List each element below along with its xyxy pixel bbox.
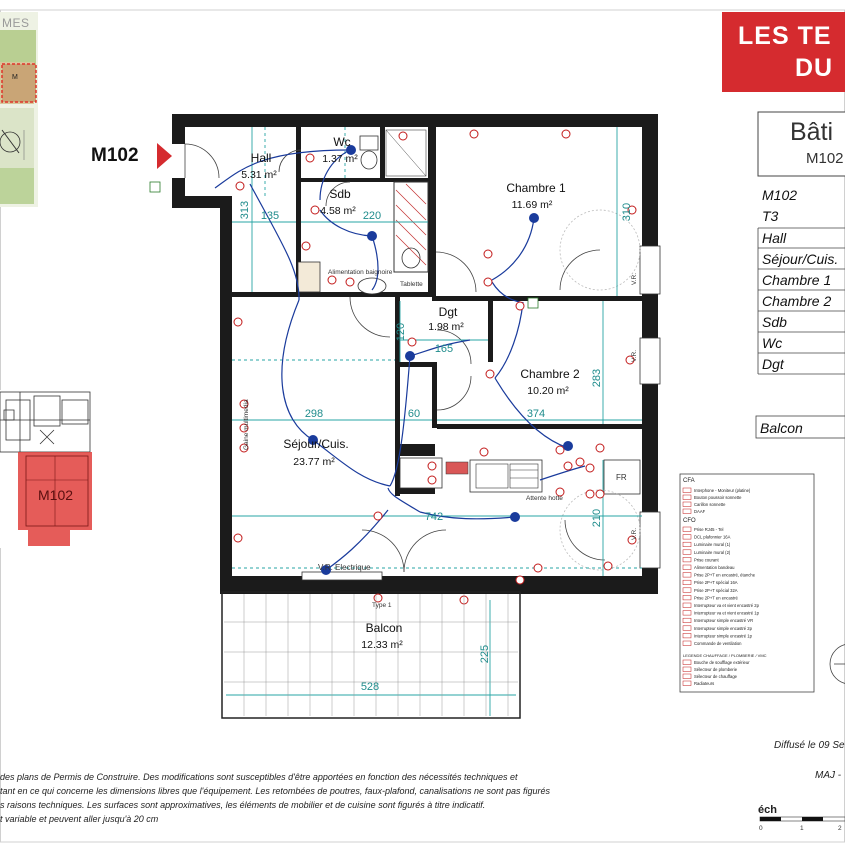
- disclaimer-line-3: s raisons techniques. Les surfaces sont approximatives, les éléments de mobilier et de cuisine sont figurés à titre indicatif.: [0, 800, 486, 810]
- legend-item: Interrupteur va et vient encastré 1p: [694, 610, 759, 616]
- site-plan-thumbnail: [0, 12, 38, 207]
- legend-item: Sélecteur de plomberie: [694, 667, 738, 672]
- mini-plan-marker: M: [12, 74, 18, 81]
- legend-item: Interrupteur simple encastré VR: [694, 618, 754, 624]
- legend-symbol-icon: [683, 681, 691, 686]
- legend-symbol-icon: [683, 495, 691, 500]
- room-area-sejour: 23.77 m²: [293, 456, 335, 468]
- legend-symbol-icon: [683, 565, 691, 570]
- legend-symbol-icon: [683, 502, 691, 507]
- disclaimer-note: [0, 770, 660, 826]
- maj-label: MAJ -: [815, 770, 842, 781]
- legend-item: Prise RJ45 - Tel: [694, 527, 724, 532]
- legend-symbol-icon: [683, 535, 691, 540]
- legend-cfa-title: CFA: [683, 478, 695, 484]
- scale-bar: [759, 817, 845, 832]
- legend-symbol-icon: [683, 527, 691, 532]
- legend-item: Interrupteur va et vient encastré 2p: [694, 603, 759, 608]
- note-vr-1: V.R.: [631, 272, 638, 285]
- building-title: Bâti: [790, 118, 834, 146]
- legend-symbol-icon: [683, 488, 691, 493]
- legend-symbol-icon: [683, 588, 691, 593]
- room-name-dgt: Dgt: [438, 305, 458, 319]
- room-area-wc: 1.37 m²: [322, 153, 358, 165]
- legend-item: Sélecteur de chauffage: [694, 674, 737, 679]
- legend-item: DAAF: [694, 509, 706, 514]
- dim-310: 310: [621, 202, 633, 222]
- table-cell-hall: Hall: [762, 230, 787, 246]
- building-thumbnail: [0, 390, 92, 548]
- table-cell-balcon: Balcon: [760, 420, 803, 436]
- room-area-balcon: 12.33 m²: [361, 639, 403, 651]
- legend-symbol-icon: [683, 542, 691, 547]
- programme-banner: [722, 12, 845, 92]
- note-alimentation: Alimentation baignoire: [328, 269, 393, 276]
- note-tablette: Tablette: [400, 281, 423, 288]
- disclaimer-line-1: des plans de Permis de Construire. Des modifications sont susceptibles d'être apportées en fonction des nécessités techniques et: [0, 772, 518, 782]
- legend-symbol-icon: [683, 641, 691, 646]
- table-cell-wc: Wc: [762, 335, 783, 351]
- legend-item: Interphone - Moniteur (platine): [694, 488, 751, 493]
- room-name-chambre-2: Chambre 2: [520, 367, 580, 381]
- building-thumb-label: M102: [38, 487, 74, 503]
- room-area-sdb: 4.58 m²: [320, 205, 356, 217]
- legend-item: Interrupteur simple encastré 1p: [694, 633, 752, 639]
- note-attente-hotte: Attente hotte: [526, 495, 563, 502]
- programme-title-line2: DU: [795, 54, 834, 82]
- room-name-wc: Wc: [333, 135, 351, 149]
- legend-item: DCL plafonnier 16A: [694, 534, 731, 540]
- legend-item: Interrupteur simple encastré 2p: [694, 625, 752, 631]
- legend-symbol-icon: [683, 580, 691, 585]
- building-code: M102: [806, 150, 844, 167]
- legend-item: Alimentation bandeau: [694, 565, 735, 570]
- dim-210: 210: [591, 508, 603, 528]
- legend-item: Prise courant: [694, 557, 719, 563]
- legend-item: Prise 2P+T en encastré: [694, 595, 738, 601]
- legend-symbol-icon: [683, 557, 691, 562]
- note-gaine: Gaine multimedia: [243, 399, 250, 450]
- fixtures: [298, 130, 640, 494]
- legend-symbol-icon: [683, 667, 691, 672]
- legend-item: Prise 2P+T spécial 32A: [694, 587, 738, 593]
- legend-symbol-icon: [683, 618, 691, 623]
- table-cell-sejour: Séjour/Cuis.: [762, 251, 839, 267]
- legend-item: Radiateurs: [694, 681, 715, 686]
- legend-item: Luminaire mural (1): [694, 542, 731, 548]
- dim-165: 165: [434, 343, 454, 355]
- legend-item: Carillon sonnette: [694, 502, 726, 507]
- dim-313: 313: [239, 200, 251, 220]
- dim-120: 120: [395, 322, 407, 342]
- legend-item: Commande de ventilation: [694, 641, 742, 646]
- mini-plan-label: MES: [2, 16, 30, 30]
- room-name-hall: Hall: [250, 151, 272, 165]
- balcony-grid: [222, 592, 520, 718]
- dim-225: 225: [479, 644, 491, 664]
- legend-symbol-icon: [683, 595, 691, 600]
- room-name-sdb: Sdb: [329, 187, 351, 201]
- room-name-chambre-1: Chambre 1: [506, 181, 566, 195]
- disclaimer-line-2: tant en ce qui concerne les dimensions libres que l'équipement. Les retombées de poutres, faux-plafond, canalisations ne sont pas figurés: [0, 786, 551, 796]
- unit-arrow-icon: [157, 143, 172, 169]
- room-name-balcon: Balcon: [365, 621, 403, 635]
- room-area-chambre-2: 10.20 m²: [527, 385, 569, 397]
- legend-item: Prise 2P+T spécial 16A: [694, 580, 738, 586]
- dim-374: 374: [526, 408, 546, 420]
- legend-symbol-icon: [683, 633, 691, 638]
- legend-item: Bouche de soufflage extérieur: [694, 660, 750, 665]
- legend-symbol-icon: [683, 603, 691, 608]
- note-vr-3: V.R.: [631, 527, 638, 540]
- table-cell-chambre2: Chambre 2: [762, 293, 832, 309]
- legend-symbol-icon: [683, 611, 691, 616]
- note-fr: FR: [616, 473, 627, 482]
- legend-item: Prise 2P+T en encastré, étanche: [694, 572, 756, 578]
- legend-chauffage-title: LEGENDE CHAUFFAGE / PLOMBERIE / VMC: [683, 653, 767, 658]
- scale-tick-2: 2: [838, 825, 842, 832]
- table-cell-chambre1: Chambre 1: [762, 272, 832, 288]
- room-name-sejour: Séjour/Cuis.: [283, 437, 349, 451]
- dim-298: 298: [304, 408, 324, 420]
- table-cell-code: M102: [762, 187, 798, 203]
- diffuse-label: Diffusé le 09 Se: [774, 740, 845, 751]
- programme-title-line1: LES TE: [738, 22, 832, 50]
- legend-symbol-icon: [683, 660, 691, 665]
- scale-tick-0: 0: [759, 825, 763, 832]
- disclaimer-line-4: t variable et peuvent aller jusqu'à 20 cm: [0, 814, 159, 824]
- scale-label: éch: [758, 804, 777, 816]
- table-cell-dgt: Dgt: [762, 356, 784, 372]
- room-labels: [241, 135, 580, 651]
- legend-symbol-icon: [683, 674, 691, 679]
- dim-60: 60: [407, 408, 421, 420]
- legend: [680, 474, 814, 692]
- table-cell-type: T3: [762, 208, 779, 224]
- note-type1: Type 1: [372, 602, 392, 609]
- legend-symbol-icon: [683, 573, 691, 578]
- legend-item: Bouton poussoir sonnette: [694, 495, 742, 500]
- dim-528: 528: [360, 681, 380, 693]
- table-cell-sdb: Sdb: [762, 314, 787, 330]
- dim-283: 283: [591, 368, 603, 388]
- room-area-hall: 5.31 m²: [241, 169, 277, 181]
- compass-icon: [830, 644, 845, 684]
- legend-symbol-icon: [683, 626, 691, 631]
- note-vr-2: V.R.: [631, 349, 638, 362]
- legend-cfo-title: CFO: [683, 518, 696, 524]
- dim-742: 742: [424, 511, 444, 523]
- legend-symbol-icon: [683, 550, 691, 555]
- room-area-dgt: 1.98 m²: [428, 321, 464, 333]
- legend-symbol-icon: [683, 509, 691, 514]
- scale-tick-1: 1: [800, 825, 804, 832]
- note-vr-electrique: V.R. Electrique: [318, 563, 371, 572]
- unit-code-label: M102: [91, 145, 139, 166]
- dim-135: 135: [260, 210, 280, 222]
- legend-item: Luminaire mural (2): [694, 549, 731, 555]
- dim-220: 220: [362, 210, 382, 222]
- room-area-chambre-1: 11.69 m²: [511, 199, 553, 211]
